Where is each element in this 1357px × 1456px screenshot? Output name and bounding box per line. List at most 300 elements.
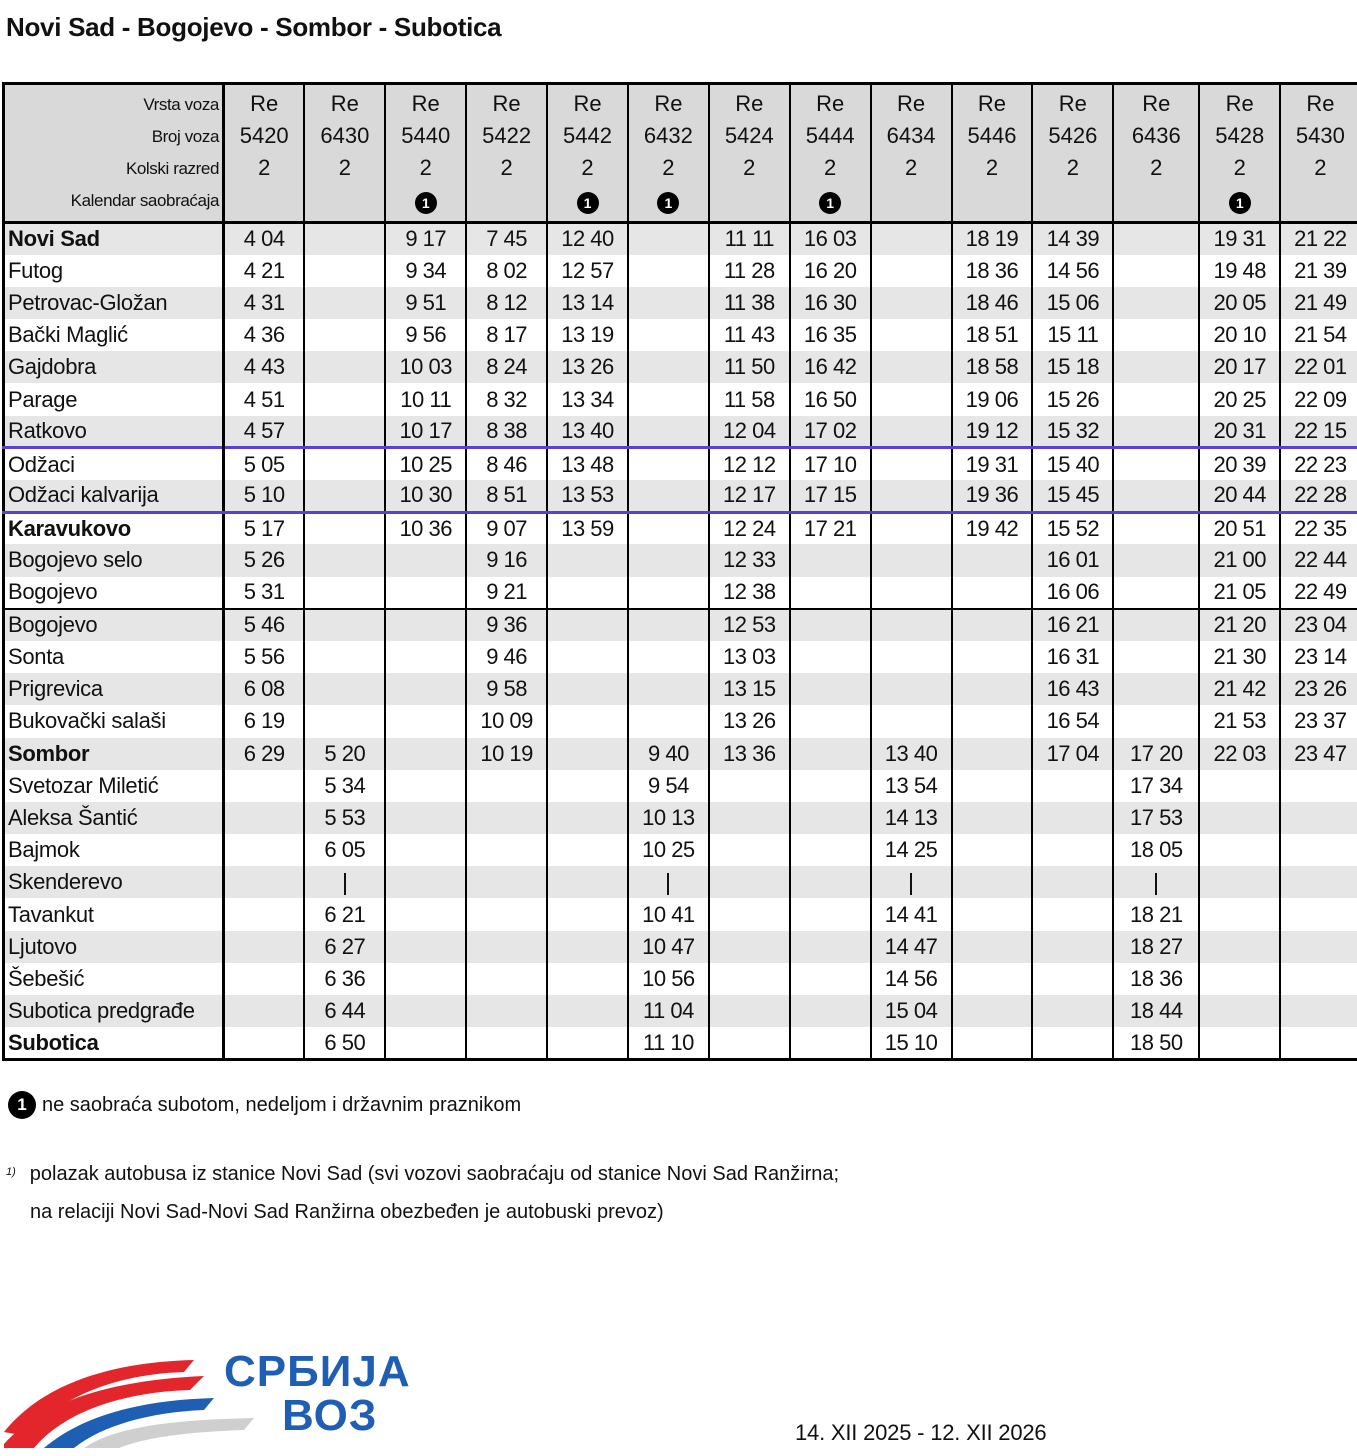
time-cell — [547, 866, 628, 898]
time-cell — [547, 641, 628, 673]
time-cell — [1280, 770, 1357, 802]
time-cell — [790, 705, 871, 737]
time-cell — [385, 866, 466, 898]
validity-period: 14. XII 2025 - 12. XII 2026 — [795, 1420, 1047, 1445]
time-cell: 13 40 — [871, 738, 952, 770]
train-class: 2 — [258, 155, 271, 180]
time-cell — [1113, 609, 1199, 641]
time-cell: 10 56 — [628, 963, 709, 995]
time-cell: 19 31 — [1199, 223, 1280, 255]
time-cell — [1113, 641, 1199, 673]
time-cell — [547, 577, 628, 609]
time-cell: 17 10 — [790, 448, 871, 480]
train-class: 2 — [1314, 155, 1327, 180]
time-cell: 15 10 — [871, 1027, 952, 1059]
footnote-text-2: na relaciji Novi Sad-Novi Sad Ranžirna obezbeđen je autobuski prevoz) — [30, 1201, 664, 1223]
time-cell: 14 25 — [871, 834, 952, 866]
train-number: 6430 — [320, 123, 370, 148]
table-row — [4, 963, 1357, 995]
time-cell — [790, 834, 871, 866]
time-cell: 11 04 — [628, 995, 709, 1027]
time-cell: 9 16 — [466, 544, 547, 576]
train-number: 5442 — [563, 123, 612, 148]
time-cell: 5 20 — [304, 738, 385, 770]
train-type: Re — [1225, 91, 1254, 116]
time-cell — [466, 995, 547, 1027]
time-cell: 16 42 — [790, 351, 871, 383]
train-header-5420 — [224, 84, 305, 223]
time-cell: 19 48 — [1199, 255, 1280, 287]
time-cell — [790, 738, 871, 770]
legend-text: ne saobraća subotom, nedeljom i državnim praznikom — [42, 1093, 522, 1116]
time-cell — [224, 995, 305, 1027]
note-1-icon: 1 — [577, 192, 599, 214]
time-cell — [304, 673, 385, 705]
time-cell — [790, 866, 871, 898]
table-row — [4, 705, 1357, 737]
station-name: Skenderevo — [4, 866, 224, 898]
time-cell — [466, 770, 547, 802]
time-cell — [952, 995, 1033, 1027]
time-cell — [547, 898, 628, 930]
time-cell: 18 58 — [952, 351, 1033, 383]
time-cell — [790, 963, 871, 995]
train-number: 5444 — [805, 123, 855, 148]
time-cell: 14 47 — [871, 931, 952, 963]
time-cell: 12 40 — [547, 223, 628, 255]
time-cell: 20 10 — [1199, 319, 1280, 351]
time-cell — [871, 641, 952, 673]
time-cell — [628, 383, 709, 415]
time-cell — [952, 963, 1033, 995]
train-type: Re — [250, 91, 279, 116]
time-cell — [1113, 448, 1199, 480]
time-cell: 16 50 — [790, 383, 871, 415]
train-calendar — [629, 184, 708, 216]
time-cell: 13 03 — [709, 641, 790, 673]
time-cell: 17 53 — [1113, 802, 1199, 834]
pass-through-marker — [628, 866, 709, 898]
time-cell: 11 58 — [709, 383, 790, 415]
time-cell — [224, 834, 305, 866]
time-cell — [790, 898, 871, 930]
train-calendar — [1200, 184, 1279, 216]
time-cell — [628, 544, 709, 576]
station-name: Parage — [4, 383, 224, 415]
table-row — [4, 512, 1357, 544]
time-cell — [952, 641, 1033, 673]
time-cell — [385, 544, 466, 576]
time-cell — [628, 577, 709, 609]
time-cell: 4 57 — [224, 416, 305, 448]
train-header-5444 — [790, 84, 871, 223]
time-cell: 22 15 — [1280, 416, 1357, 448]
time-cell — [1032, 898, 1113, 930]
time-cell: 21 20 — [1199, 609, 1280, 641]
train-type: Re — [411, 91, 440, 116]
time-cell — [1032, 802, 1113, 834]
time-cell: 6 19 — [224, 705, 305, 737]
time-cell — [1280, 931, 1357, 963]
header-label-type: Vrsta voza — [143, 95, 219, 114]
timetable-container — [2, 82, 1355, 1061]
time-cell: 11 50 — [709, 351, 790, 383]
station-name: Gajdobra — [4, 351, 224, 383]
table-row — [4, 898, 1357, 930]
logo-text — [224, 1347, 411, 1440]
time-cell — [224, 802, 305, 834]
time-cell: 5 31 — [224, 577, 305, 609]
time-cell — [628, 416, 709, 448]
time-cell — [1113, 577, 1199, 609]
train-type: Re — [654, 91, 683, 116]
time-cell — [871, 416, 952, 448]
train-class: 2 — [985, 155, 999, 180]
time-cell — [871, 705, 952, 737]
time-cell — [547, 995, 628, 1027]
station-name: Subotica predgrađe — [4, 995, 224, 1027]
time-cell: 17 20 — [1113, 738, 1199, 770]
time-cell: 9 56 — [385, 319, 466, 351]
time-cell: 23 37 — [1280, 705, 1357, 737]
time-cell: 16 43 — [1032, 673, 1113, 705]
train-header-5440 — [385, 84, 466, 223]
station-name: Petrovac-Gložan — [4, 287, 224, 319]
train-class: 2 — [419, 155, 432, 180]
table-row — [4, 287, 1357, 319]
time-cell: 18 36 — [952, 255, 1033, 287]
station-name: Sombor — [4, 738, 224, 770]
time-cell: 14 39 — [1032, 223, 1113, 255]
time-cell: 13 26 — [547, 351, 628, 383]
time-cell: 6 08 — [224, 673, 305, 705]
time-cell — [1199, 995, 1280, 1027]
time-cell — [709, 770, 790, 802]
time-cell: 15 18 — [1032, 351, 1113, 383]
time-cell — [304, 577, 385, 609]
pass-through-marker — [871, 866, 952, 898]
time-cell: 16 03 — [790, 223, 871, 255]
time-cell: 18 27 — [1113, 931, 1199, 963]
time-cell — [871, 673, 952, 705]
time-cell — [628, 448, 709, 480]
time-cell: 4 21 — [224, 255, 305, 287]
time-cell: 5 34 — [304, 770, 385, 802]
train-number: 5422 — [482, 123, 532, 148]
time-cell — [1280, 802, 1357, 834]
time-cell — [790, 544, 871, 576]
station-name: Šebešić — [4, 963, 224, 995]
time-cell — [547, 673, 628, 705]
train-number: 6436 — [1131, 123, 1181, 148]
station-name: Subotica — [4, 1027, 224, 1059]
time-cell: 16 21 — [1032, 609, 1113, 641]
time-cell: 13 40 — [547, 416, 628, 448]
time-cell — [547, 609, 628, 641]
time-cell: 9 54 — [628, 770, 709, 802]
time-cell — [1032, 931, 1113, 963]
train-class: 2 — [1150, 155, 1163, 180]
time-cell: 22 03 — [1199, 738, 1280, 770]
time-cell — [952, 705, 1033, 737]
time-cell — [385, 770, 466, 802]
time-cell — [304, 383, 385, 415]
time-cell — [1113, 351, 1199, 383]
time-cell: 22 09 — [1280, 383, 1357, 415]
time-cell: 4 43 — [224, 351, 305, 383]
time-cell: 8 38 — [466, 416, 547, 448]
time-cell: 10 11 — [385, 383, 466, 415]
time-cell — [790, 673, 871, 705]
time-cell — [1280, 866, 1357, 898]
time-cell: 10 19 — [466, 738, 547, 770]
time-cell: 22 23 — [1280, 448, 1357, 480]
time-cell: 7 45 — [466, 223, 547, 255]
time-cell: 13 34 — [547, 383, 628, 415]
time-cell — [224, 770, 305, 802]
train-header-6434 — [871, 84, 952, 223]
pass-through-marker — [1113, 866, 1199, 898]
time-cell: 6 27 — [304, 931, 385, 963]
time-cell — [1032, 995, 1113, 1027]
time-cell: 4 31 — [224, 287, 305, 319]
time-cell — [871, 287, 952, 319]
time-cell: 10 17 — [385, 416, 466, 448]
time-cell — [871, 351, 952, 383]
time-cell: 5 10 — [224, 480, 305, 512]
time-cell: 10 36 — [385, 512, 466, 544]
time-cell: 9 17 — [385, 223, 466, 255]
station-name: Bogojevo — [4, 609, 224, 641]
station-name: Bogojevo selo — [4, 544, 224, 576]
time-cell: 21 42 — [1199, 673, 1280, 705]
table-row — [4, 351, 1357, 383]
time-cell — [628, 319, 709, 351]
time-cell — [952, 738, 1033, 770]
time-cell — [709, 834, 790, 866]
page-title: Novi Sad - Bogojevo - Sombor - Subotica — [6, 12, 502, 42]
time-cell — [628, 351, 709, 383]
time-cell: 16 31 — [1032, 641, 1113, 673]
time-cell — [385, 609, 466, 641]
time-cell: 12 17 — [709, 480, 790, 512]
timetable — [2, 82, 1357, 1061]
note-1-icon: 1 — [657, 192, 679, 214]
time-cell — [224, 963, 305, 995]
time-cell: 12 04 — [709, 416, 790, 448]
time-cell: 22 44 — [1280, 544, 1357, 576]
time-cell — [466, 1027, 547, 1059]
table-row — [4, 866, 1357, 898]
time-cell — [952, 802, 1033, 834]
time-cell: 10 47 — [628, 931, 709, 963]
time-cell — [871, 223, 952, 255]
time-cell: 5 53 — [304, 802, 385, 834]
time-cell: 11 28 — [709, 255, 790, 287]
time-cell — [385, 641, 466, 673]
time-cell — [628, 705, 709, 737]
time-cell — [304, 351, 385, 383]
time-cell — [628, 480, 709, 512]
note-1-icon: 1 — [415, 192, 437, 214]
time-cell: 5 17 — [224, 512, 305, 544]
time-cell: 9 58 — [466, 673, 547, 705]
station-name: Ljutovo — [4, 931, 224, 963]
train-type: Re — [1142, 91, 1171, 116]
train-class: 2 — [500, 155, 513, 180]
time-cell — [709, 866, 790, 898]
time-cell: 17 21 — [790, 512, 871, 544]
time-cell: 12 33 — [709, 544, 790, 576]
legend — [8, 1091, 521, 1119]
train-class: 2 — [581, 155, 594, 180]
time-cell — [1199, 1027, 1280, 1059]
time-cell — [952, 577, 1033, 609]
time-cell — [466, 931, 547, 963]
time-cell: 15 26 — [1032, 383, 1113, 415]
time-cell: 9 21 — [466, 577, 547, 609]
time-cell — [547, 834, 628, 866]
timetable-body — [4, 223, 1357, 1060]
time-cell — [1199, 898, 1280, 930]
time-cell: 8 17 — [466, 319, 547, 351]
time-cell: 23 14 — [1280, 641, 1357, 673]
train-calendar — [467, 184, 546, 216]
train-calendar — [386, 184, 465, 216]
train-type: Re — [330, 91, 359, 116]
time-cell: 9 07 — [466, 512, 547, 544]
time-cell: 12 57 — [547, 255, 628, 287]
time-cell: 8 32 — [466, 383, 547, 415]
footnote — [6, 1155, 839, 1231]
time-cell: 21 49 — [1280, 287, 1357, 319]
time-cell: 10 13 — [628, 802, 709, 834]
time-cell — [952, 544, 1033, 576]
time-cell: 8 24 — [466, 351, 547, 383]
time-cell — [952, 834, 1033, 866]
time-cell — [952, 609, 1033, 641]
time-cell — [1113, 480, 1199, 512]
time-cell: 16 20 — [790, 255, 871, 287]
time-cell: 20 51 — [1199, 512, 1280, 544]
time-cell: 22 28 — [1280, 480, 1357, 512]
time-cell: 23 26 — [1280, 673, 1357, 705]
time-cell — [547, 705, 628, 737]
table-row — [4, 480, 1357, 512]
time-cell: 8 12 — [466, 287, 547, 319]
header-label-calendar: Kalendar saobraćaja — [70, 191, 219, 210]
time-cell: 12 12 — [709, 448, 790, 480]
train-calendar — [791, 184, 870, 216]
time-cell: 16 30 — [790, 287, 871, 319]
time-cell — [628, 512, 709, 544]
time-cell — [1113, 416, 1199, 448]
time-cell: 13 26 — [709, 705, 790, 737]
time-cell: 6 36 — [304, 963, 385, 995]
train-type: Re — [1058, 91, 1087, 116]
time-cell: 15 04 — [871, 995, 952, 1027]
time-cell: 21 00 — [1199, 544, 1280, 576]
station-name: Bogojevo — [4, 577, 224, 609]
time-cell — [628, 641, 709, 673]
time-cell: 23 47 — [1280, 738, 1357, 770]
time-cell — [952, 770, 1033, 802]
table-row — [4, 577, 1357, 609]
time-cell: 5 46 — [224, 609, 305, 641]
station-name: Sonta — [4, 641, 224, 673]
header-label-class: Kolski razred — [125, 159, 219, 178]
time-cell — [466, 963, 547, 995]
train-calendar — [548, 184, 627, 216]
table-row — [4, 383, 1357, 415]
time-cell: 14 41 — [871, 898, 952, 930]
time-cell: 8 02 — [466, 255, 547, 287]
time-cell: 22 01 — [1280, 351, 1357, 383]
station-name: Ratkovo — [4, 416, 224, 448]
time-cell: 6 50 — [304, 1027, 385, 1059]
time-cell: 9 34 — [385, 255, 466, 287]
train-number: 5428 — [1215, 123, 1265, 148]
train-class: 2 — [904, 155, 918, 180]
time-cell: 4 04 — [224, 223, 305, 255]
time-cell: 13 15 — [709, 673, 790, 705]
time-cell — [304, 319, 385, 351]
time-cell: 11 43 — [709, 319, 790, 351]
time-cell — [1032, 770, 1113, 802]
pass-through-icon — [1155, 873, 1157, 895]
train-header-6430 — [304, 84, 385, 223]
time-cell: 9 36 — [466, 609, 547, 641]
time-cell: 13 14 — [547, 287, 628, 319]
train-calendar — [225, 184, 303, 216]
train-class: 2 — [1066, 155, 1079, 180]
station-name: Odžaci — [4, 448, 224, 480]
train-class: 2 — [1233, 155, 1246, 180]
time-cell: 16 01 — [1032, 544, 1113, 576]
time-cell — [628, 609, 709, 641]
train-header-5422 — [466, 84, 547, 223]
time-cell: 10 09 — [466, 705, 547, 737]
time-cell: 19 06 — [952, 383, 1033, 415]
time-cell: 8 51 — [466, 480, 547, 512]
table-row — [4, 223, 1357, 255]
time-cell — [547, 963, 628, 995]
time-cell — [871, 544, 952, 576]
time-cell: 12 38 — [709, 577, 790, 609]
time-cell — [1199, 834, 1280, 866]
time-cell: 23 04 — [1280, 609, 1357, 641]
time-cell: 20 39 — [1199, 448, 1280, 480]
time-cell — [1113, 255, 1199, 287]
time-cell — [385, 963, 466, 995]
time-cell: 18 05 — [1113, 834, 1199, 866]
time-cell: 10 25 — [385, 448, 466, 480]
time-cell: 10 41 — [628, 898, 709, 930]
time-cell — [1032, 1027, 1113, 1059]
note-1-icon: 1 — [1229, 192, 1251, 214]
time-cell: 6 29 — [224, 738, 305, 770]
time-cell: 6 05 — [304, 834, 385, 866]
time-cell — [547, 738, 628, 770]
time-cell: 18 21 — [1113, 898, 1199, 930]
table-row — [4, 802, 1357, 834]
time-cell — [790, 577, 871, 609]
time-cell — [304, 223, 385, 255]
time-cell: 11 38 — [709, 287, 790, 319]
time-cell: 21 30 — [1199, 641, 1280, 673]
time-cell: 18 36 — [1113, 963, 1199, 995]
train-number: 5430 — [1295, 123, 1345, 148]
